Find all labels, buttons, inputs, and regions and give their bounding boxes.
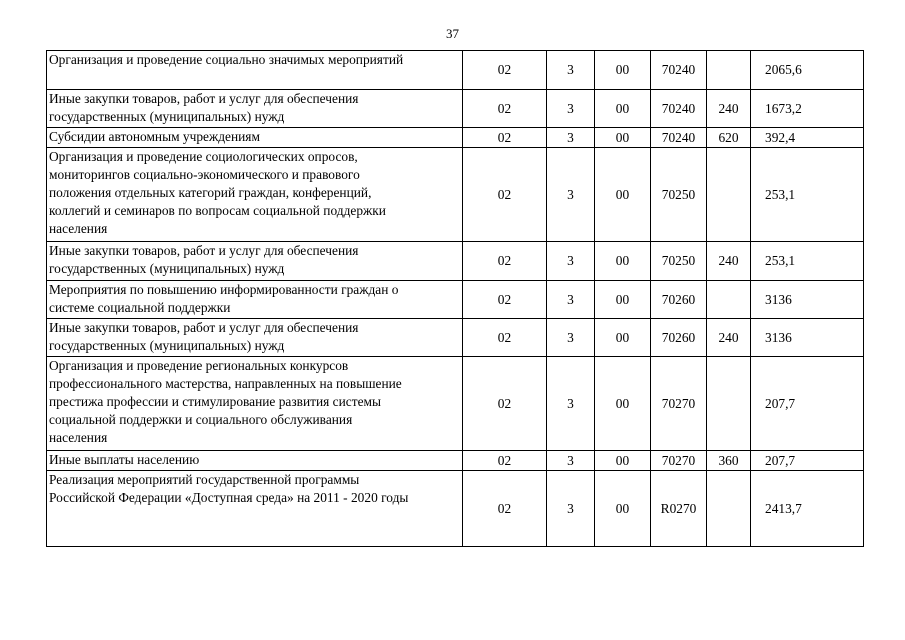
chapter-cell: 02 (463, 148, 547, 242)
row-name-line: государственных (муниципальных) нужд (49, 261, 285, 276)
direction-code-cell: 70240 (651, 128, 707, 148)
row-name-cell (47, 357, 463, 451)
program-cell: 00 (595, 471, 651, 547)
row-name-line: системе социальной поддержки (49, 300, 231, 315)
expense-type-cell: 360 (707, 451, 751, 471)
amount-cell: 253,1 (751, 242, 864, 281)
direction-code-cell: R0270 (651, 471, 707, 547)
row-name-line: Реализация мероприятий государственной программы (49, 472, 360, 487)
budget-table (46, 50, 864, 547)
direction-code-cell: 70240 (651, 90, 707, 128)
table-row (47, 281, 864, 319)
row-name-cell (47, 90, 463, 128)
amount-cell: 3136 (751, 281, 864, 319)
row-name-line: государственных (муниципальных) нужд (49, 338, 285, 353)
row-name-line: населения (49, 430, 108, 445)
subsection-cell: 3 (547, 90, 595, 128)
program-cell: 00 (595, 90, 651, 128)
table-row (47, 357, 864, 451)
row-name-cell (47, 471, 463, 547)
expense-type-cell: 240 (707, 319, 751, 357)
row-name-line: Иные закупки товаров, работ и услуг для обеспечения (49, 91, 359, 106)
chapter-cell: 02 (463, 319, 547, 357)
amount-cell: 1673,2 (751, 90, 864, 128)
program-cell: 00 (595, 51, 651, 90)
row-name-line: Организация и проведение социологических опросов, (49, 149, 358, 164)
table-row (47, 451, 864, 471)
program-cell: 00 (595, 281, 651, 319)
program-cell: 00 (595, 148, 651, 242)
row-name-line: социальной поддержки и социального обслуживания (49, 412, 353, 427)
expense-type-cell: 620 (707, 128, 751, 148)
chapter-cell: 02 (463, 357, 547, 451)
direction-code-cell: 70250 (651, 242, 707, 281)
amount-cell: 207,7 (751, 357, 864, 451)
row-name-line: престижа профессии и стимулирование развития системы (49, 394, 381, 409)
subsection-cell: 3 (547, 471, 595, 547)
direction-code-cell: 70240 (651, 51, 707, 90)
chapter-cell: 02 (463, 51, 547, 90)
row-name-line: Мероприятия по повышению информированности граждан о (49, 282, 399, 297)
amount-cell: 253,1 (751, 148, 864, 242)
chapter-cell: 02 (463, 90, 547, 128)
row-name-line: Субсидии автономным учреждениям (49, 129, 260, 144)
expense-type-cell: 240 (707, 242, 751, 281)
subsection-cell: 3 (547, 242, 595, 281)
subsection-cell: 3 (547, 451, 595, 471)
amount-cell: 3136 (751, 319, 864, 357)
expense-type-cell: 240 (707, 90, 751, 128)
expense-type-cell (707, 471, 751, 547)
expense-type-cell (707, 357, 751, 451)
row-name-line: государственных (муниципальных) нужд (49, 109, 285, 124)
table-row (47, 471, 864, 547)
table-row (47, 128, 864, 148)
subsection-cell: 3 (547, 319, 595, 357)
direction-code-cell: 70260 (651, 281, 707, 319)
direction-code-cell: 70270 (651, 357, 707, 451)
expense-type-cell (707, 281, 751, 319)
subsection-cell: 3 (547, 51, 595, 90)
page-number: 37 (446, 26, 459, 41)
expense-type-cell (707, 148, 751, 242)
program-cell: 00 (595, 451, 651, 471)
chapter-cell: 02 (463, 281, 547, 319)
row-name-line: Российской Федерации «Доступная среда» на 2011 - 2020 годы (49, 490, 409, 505)
row-name-cell (47, 51, 463, 90)
row-name-line: профессионального мастерства, направленных на повышение (49, 376, 402, 391)
subsection-cell: 3 (547, 357, 595, 451)
direction-code-cell: 70260 (651, 319, 707, 357)
amount-cell: 2065,6 (751, 51, 864, 90)
direction-code-cell: 70250 (651, 148, 707, 242)
subsection-cell: 3 (547, 281, 595, 319)
row-name-cell (47, 319, 463, 357)
chapter-cell: 02 (463, 242, 547, 281)
table-row (47, 319, 864, 357)
table-row (47, 242, 864, 281)
program-cell: 00 (595, 128, 651, 148)
row-name-line: положения отдельных категорий граждан, конференций, (49, 185, 372, 200)
row-name-line: населения (49, 221, 108, 236)
row-name-line: Организация и проведение региональных конкурсов (49, 358, 349, 373)
chapter-cell: 02 (463, 451, 547, 471)
chapter-cell: 02 (463, 128, 547, 148)
row-name-line: Иные выплаты населению (49, 452, 200, 467)
row-name-cell (47, 242, 463, 281)
direction-code-cell: 70270 (651, 451, 707, 471)
row-name-cell (47, 281, 463, 319)
amount-cell: 392,4 (751, 128, 864, 148)
row-name-cell (47, 451, 463, 471)
row-name-cell (47, 128, 463, 148)
table-row (47, 148, 864, 242)
amount-cell: 207,7 (751, 451, 864, 471)
subsection-cell: 3 (547, 148, 595, 242)
subsection-cell: 3 (547, 128, 595, 148)
program-cell: 00 (595, 357, 651, 451)
row-name-line: Организация и проведение социально значимых мероприятий (49, 52, 404, 67)
budget-table-body (47, 51, 864, 547)
chapter-cell: 02 (463, 471, 547, 547)
row-name-line: мониторингов социально-экономического и правового (49, 167, 360, 182)
row-name-line: Иные закупки товаров, работ и услуг для обеспечения (49, 320, 359, 335)
program-cell: 00 (595, 242, 651, 281)
row-name-line: Иные закупки товаров, работ и услуг для обеспечения (49, 243, 359, 258)
row-name-cell (47, 148, 463, 242)
program-cell: 00 (595, 319, 651, 357)
row-name-line: коллегий и семинаров по вопросам социальной поддержки (49, 203, 386, 218)
table-row (47, 51, 864, 90)
table-row (47, 90, 864, 128)
expense-type-cell (707, 51, 751, 90)
amount-cell: 2413,7 (751, 471, 864, 547)
